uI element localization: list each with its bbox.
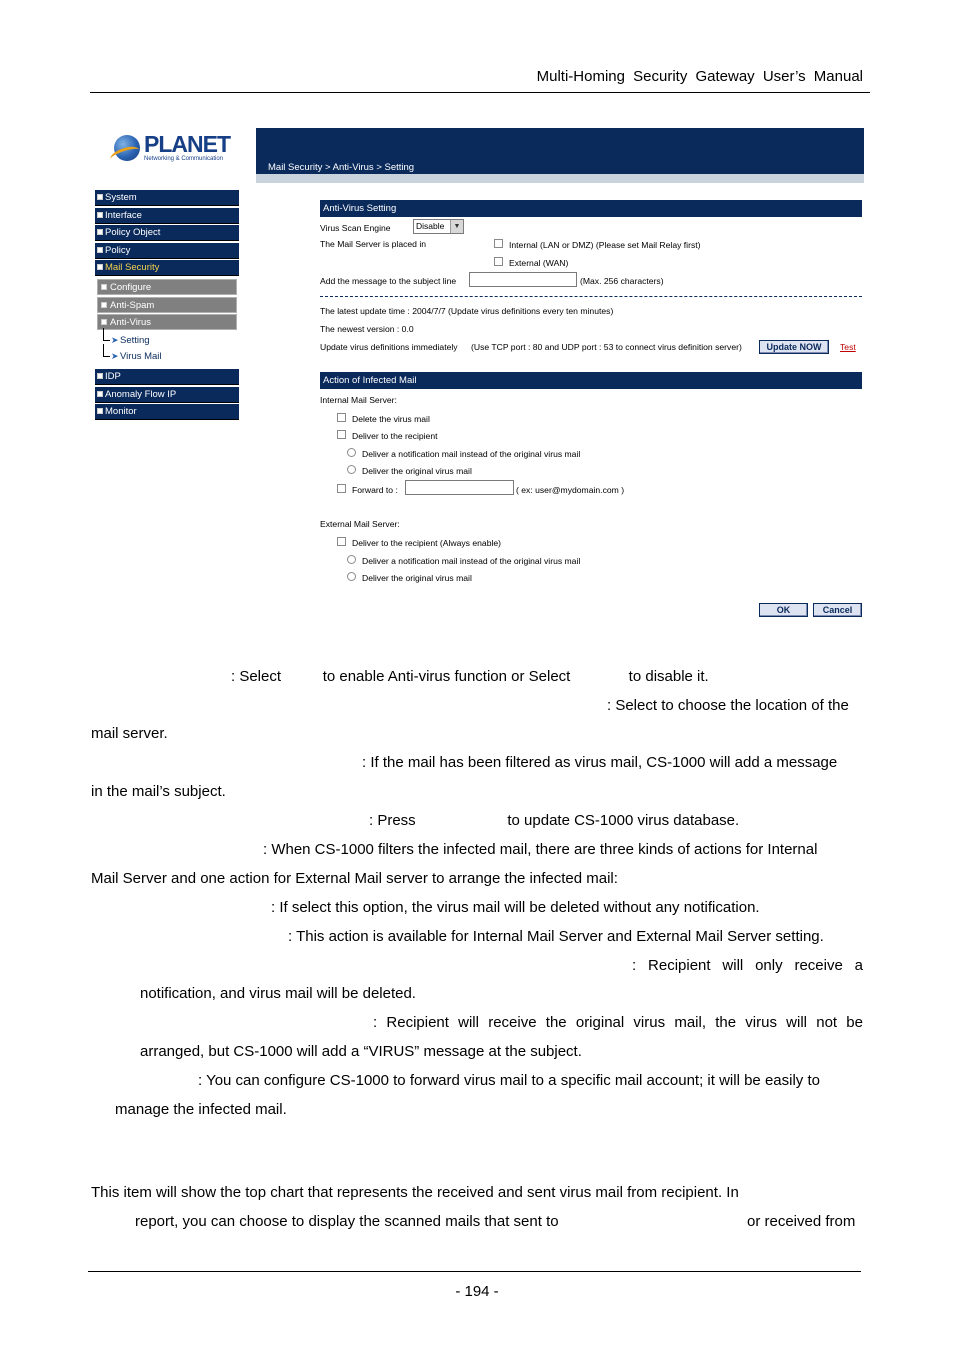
text-line-deliver: : This action is available for Internal Mail Server and External Mail Server setting. [288, 928, 824, 945]
expand-icon [97, 212, 103, 218]
external-checkbox[interactable] [494, 257, 503, 266]
anti-virus-setting-title: Anti-Virus Setting [320, 200, 862, 217]
collapse-icon [101, 319, 107, 325]
forward-hint: ( ex: user@mydomain.com ) [516, 485, 625, 495]
expand-icon [97, 229, 103, 235]
text-line-original: : Recipient will receive the original virus mail, the virus will not be [373, 1014, 863, 1031]
ext-original-radio[interactable] [347, 572, 356, 581]
breadcrumb: Mail Security > Anti-Virus > Setting [268, 162, 415, 173]
update-hint: (Use TCP port : 80 and UDP port : 53 to connect virus definition server) [471, 342, 742, 352]
logo-name: PLANET [144, 131, 230, 157]
header-rule [90, 92, 870, 93]
chevron-down-icon: ▼ [450, 220, 463, 233]
forward-input[interactable] [405, 480, 514, 495]
page-number: - 194 - [455, 1283, 499, 1300]
nav-interface[interactable]: Interface [95, 208, 239, 224]
text-line-action-cont: Mail Server and one action for External Mail server to arrange the infected mail: [91, 870, 618, 887]
latest-update: The latest update time : 2004/7/7 (Update virus definitions every ten minutes) [320, 306, 614, 316]
newest-version: The newest version : 0.0 [320, 324, 414, 334]
external-server-label: External Mail Server: [320, 519, 400, 529]
deliver-checkbox[interactable] [337, 430, 346, 439]
ext-deliver-checkbox[interactable] [337, 537, 346, 546]
text-line-mail-server-cont: mail server. [91, 725, 168, 742]
action-title: Action of Infected Mail [320, 372, 862, 389]
internal-option-label: Internal (LAN or DMZ) (Please set Mail Relay first) [509, 240, 701, 250]
footer-rule [88, 1271, 861, 1272]
collapse-icon [97, 264, 103, 270]
text-line-forward-cont: manage the infected mail. [115, 1101, 287, 1118]
original-label: Deliver the original virus mail [362, 466, 472, 476]
notify-label: Deliver a notification mail instead of the original virus mail [362, 449, 581, 459]
logo-tagline: Networking & Communication [144, 156, 224, 162]
ext-original-label: Deliver the original virus mail [362, 573, 472, 583]
forward-label: Forward to : [352, 485, 398, 495]
deliver-label: Deliver to the recipient [352, 431, 438, 441]
nav-policy-object[interactable]: Policy Object [95, 225, 239, 241]
delete-label: Delete the virus mail [352, 414, 430, 424]
text-line-subject: : If the mail has been filtered as virus mail, CS-1000 will add a message [362, 754, 838, 771]
nav-anomaly-flow-ip[interactable]: Anomaly Flow IP [95, 387, 239, 403]
planet-logo [114, 131, 234, 163]
text-line-subject-cont: in the mail’s subject. [91, 783, 226, 800]
cancel-button[interactable]: Cancel [813, 603, 862, 617]
update-now-button[interactable]: Update NOW [759, 340, 829, 354]
ext-notify-label: Deliver a notification mail instead of the original virus mail [362, 556, 581, 566]
notify-radio[interactable] [347, 448, 356, 457]
top-banner [256, 128, 864, 174]
internal-checkbox[interactable] [494, 239, 503, 248]
expand-icon [97, 391, 103, 397]
external-option-label: External (WAN) [509, 258, 569, 268]
nav-monitor[interactable]: Monitor [95, 404, 239, 420]
text-line-notify-cont: notification, and virus mail will be deleted. [140, 985, 416, 1002]
expand-icon [101, 302, 107, 308]
text-line-original-cont: arranged, but CS-1000 will add a “VIRUS” message at the subject. [140, 1043, 582, 1060]
nav-system[interactable]: System [95, 190, 239, 206]
text-line-update: : Press to update CS-1000 virus database. [369, 812, 740, 829]
test-link[interactable]: Test [840, 342, 856, 352]
forward-checkbox[interactable] [337, 484, 346, 493]
expand-icon [97, 194, 103, 200]
arrow-icon: ➤ [111, 351, 119, 361]
mail-server-label: The Mail Server is placed in [320, 239, 427, 249]
text-line-delete: : If select this option, the virus mail will be deleted without any notification. [271, 899, 760, 916]
text-line-notify: : Recipient will only receive a [632, 957, 863, 974]
manual-title: Multi-Homing Security Gateway User’s Manual [536, 68, 863, 85]
divider [320, 296, 862, 297]
text-line-report-cont: report, you can choose to display the scanned mails that sent to [135, 1213, 559, 1230]
text-line-scan-engine: : Select to enable Anti-virus function or Select to disable it. [231, 668, 709, 685]
internal-server-label: Internal Mail Server: [320, 395, 397, 405]
text-line-report-end: or received from [747, 1213, 856, 1230]
nav-policy[interactable]: Policy [95, 243, 239, 259]
banner-band [256, 174, 864, 183]
original-radio[interactable] [347, 465, 356, 474]
update-label: Update virus definitions immediately [320, 342, 458, 352]
scan-engine-label: Virus Scan Engine [320, 223, 391, 233]
nav-mail-security[interactable]: Mail Security [95, 260, 239, 276]
text-line-mail-server: : Select to choose the location of the [607, 697, 849, 714]
ok-button[interactable]: OK [759, 603, 808, 617]
scan-engine-select[interactable]: Disable ▼ [413, 219, 464, 234]
expand-icon [97, 373, 103, 379]
arrow-icon: ➤ [111, 335, 119, 345]
nav-anti-spam[interactable]: Anti-Spam [97, 297, 237, 313]
ext-notify-radio[interactable] [347, 555, 356, 564]
text-line-report: This item will show the top chart that represents the received and sent virus mail from recipient. In [91, 1184, 739, 1201]
nav-idp[interactable]: IDP [95, 369, 239, 385]
expand-icon [97, 408, 103, 414]
subject-label: Add the message to the subject line [320, 276, 457, 286]
subject-hint: (Max. 256 characters) [580, 276, 664, 286]
text-line-action: : When CS-1000 filters the infected mail, there are three kinds of actions for Internal [263, 841, 818, 858]
subject-input[interactable] [469, 272, 577, 287]
expand-icon [97, 247, 103, 253]
text-line-forward: : You can configure CS-1000 to forward virus mail to a specific mail account; it will be easily to [198, 1072, 820, 1089]
expand-icon [101, 284, 107, 290]
ui-screenshot: PLANET Networking & Communication Mail Security > Anti-Virus > Setting System Interface Policy Object Policy Mail Security Configure Anti-Spam Anti-Virus ➤ Setting ➤ Virus Mail IDP Anomaly Flow IP Monitor Anti-Virus Setting Virus Scan Engine Disable ▼ The Mail Server is placed in Internal (LAN or DMZ) (Please set Mail Relay first) External (WAN) Add the message to the subject line (Max. 256 characters) The latest update time : 2004/7/7 (Update virus definitions every ten minutes) The newest version : 0.0 Update virus definitions immediately (Use TCP port : 80 and UDP port : 53 to connect virus definition server) Update NOW Test Action of Infected Mail Internal Mail Server: Delete the virus mail Deliver to the recipient Deliver a notification mail instead of the original virus mail Deliver the original virus mail Forward to : ( ex: user@mydomain.com ) External Mail Server: Deliver to the recipient (Always enable) Deliver a notification mail instead of the original virus mail Deliver the original virus mail OK Cancel [91, 128, 864, 620]
nav-configure[interactable]: Configure [97, 279, 237, 295]
ext-deliver-label: Deliver to the recipient (Always enable) [352, 538, 502, 548]
delete-checkbox[interactable] [337, 413, 346, 422]
nav-anti-virus[interactable]: Anti-Virus [97, 314, 237, 330]
